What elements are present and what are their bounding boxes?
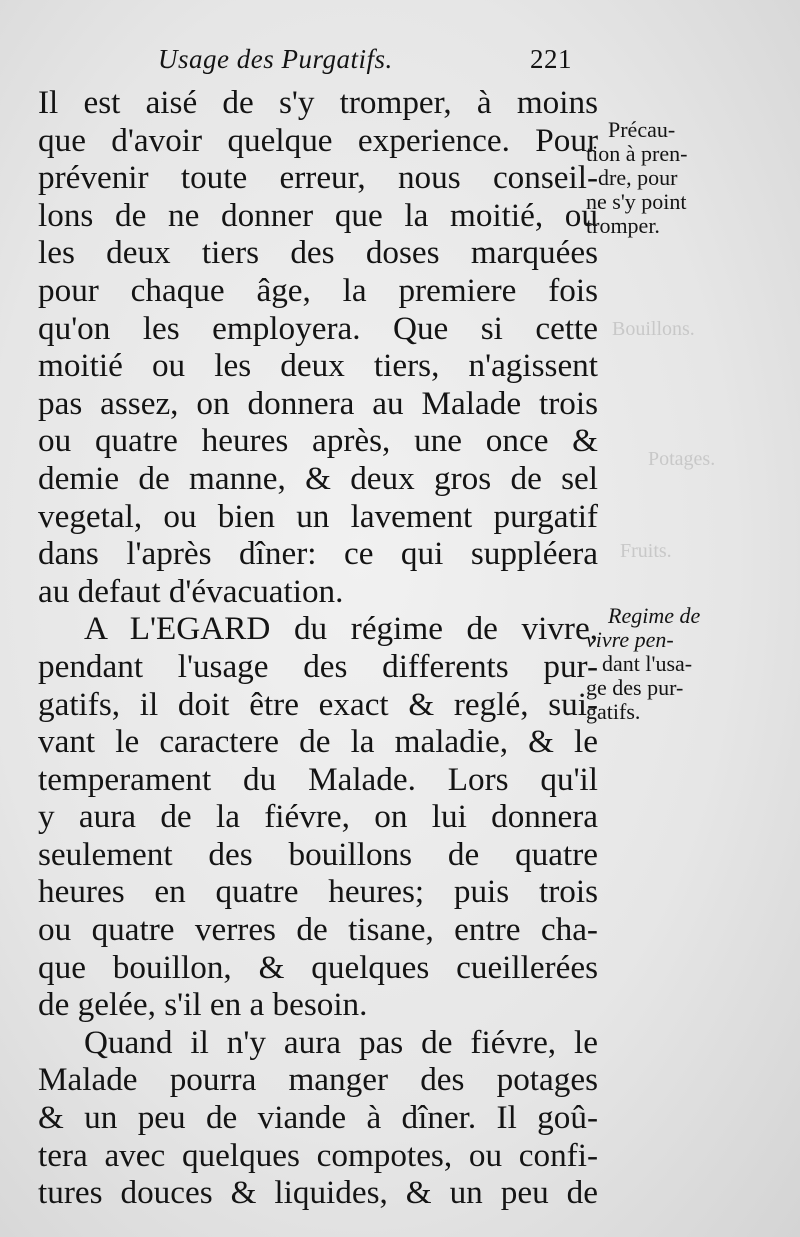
text-line: qu'on les employera. Que si cette [38, 309, 598, 347]
text-line: pas assez, on donnera au Malade trois [38, 384, 598, 422]
text-line: de gelée, s'il en a besoin. [38, 986, 368, 1024]
text-line: Il est aisé de s'y tromper, à moins [38, 84, 598, 121]
text-line: seulement des bouillons de quatre [38, 835, 598, 873]
text-line: temperament du Malade. Lors qu'il [38, 760, 598, 798]
text-line: au defaut d'évacuation. [38, 572, 344, 610]
text-line: tures douces & liquides, & un peu de [38, 1174, 598, 1212]
text-line: A L'EGARD du régime de vivre, [84, 610, 598, 648]
text-line: que d'avoir quelque experience. Pour [38, 121, 598, 159]
margin-note-line: dre, pour [598, 165, 678, 190]
text-line: moitié ou les deux tiers, n'agissent [38, 347, 598, 385]
margin-note-line: dant l'usa- [602, 651, 693, 676]
text-line: vegetal, ou bien un lavement purgatif [38, 497, 598, 535]
text-line: lons de ne donner que la moitié, ou [38, 196, 598, 234]
text-line: ou quatre heures après, une once & [38, 422, 598, 460]
margin-note-line: tion à pren- [586, 141, 688, 166]
margin-note-regime [586, 604, 746, 724]
text-line: gatifs, il doit être exact & reglé, sui- [38, 685, 598, 723]
text-line: Quand il n'y aura pas de fiévre, le [84, 1023, 598, 1061]
page-number: 221 [530, 44, 572, 74]
margin-note-line: Précau- [608, 117, 676, 142]
text-line: prévenir toute erreur, nous conseil- [38, 159, 598, 197]
bleed-through-text: Potages. [648, 448, 716, 470]
margin-note-line: ge des pur- [586, 675, 684, 700]
bleed-through-text: Bouillons. [612, 318, 695, 340]
text-line: y aura de la fiévre, on lui donnera [38, 798, 598, 836]
text-line: pendant l'usage des differents pur- [38, 647, 598, 685]
text-line: pour chaque âge, la premiere fois [38, 271, 598, 309]
body-text [38, 84, 598, 1212]
margin-note-line: tromper. [586, 213, 660, 238]
margin-note-line: Regime de [608, 603, 701, 628]
text-line: que bouillon, & quelques cueillerées [38, 948, 598, 986]
margin-note-precaution [586, 118, 746, 238]
margin-note-line: vivre pen- [586, 627, 674, 652]
text-line: dans l'après dîner: ce qui suppléera [38, 535, 598, 573]
margin-note-line: gatifs. [586, 699, 641, 724]
bleed-through-text: Fruits. [620, 540, 672, 562]
running-title: Usage des Purgatifs. [158, 44, 393, 74]
text-line: Malade pourra manger des potages [38, 1061, 598, 1099]
text-line: les deux tiers des doses marquées [38, 234, 598, 272]
text-line: demie de manne, & deux gros de sel [38, 459, 598, 497]
text-line: tera avec quelques compotes, ou confi- [38, 1136, 598, 1174]
text-line: heures en quatre heures; puis trois [38, 873, 598, 911]
text-line: vant le caractere de la maladie, & le [38, 723, 598, 761]
text-line: ou quatre verres de tisane, entre cha- [38, 911, 598, 949]
text-line: & un peu de viande à dîner. Il goû- [38, 1099, 598, 1137]
margin-note-line: ne s'y point [586, 189, 687, 214]
running-header [158, 44, 578, 75]
